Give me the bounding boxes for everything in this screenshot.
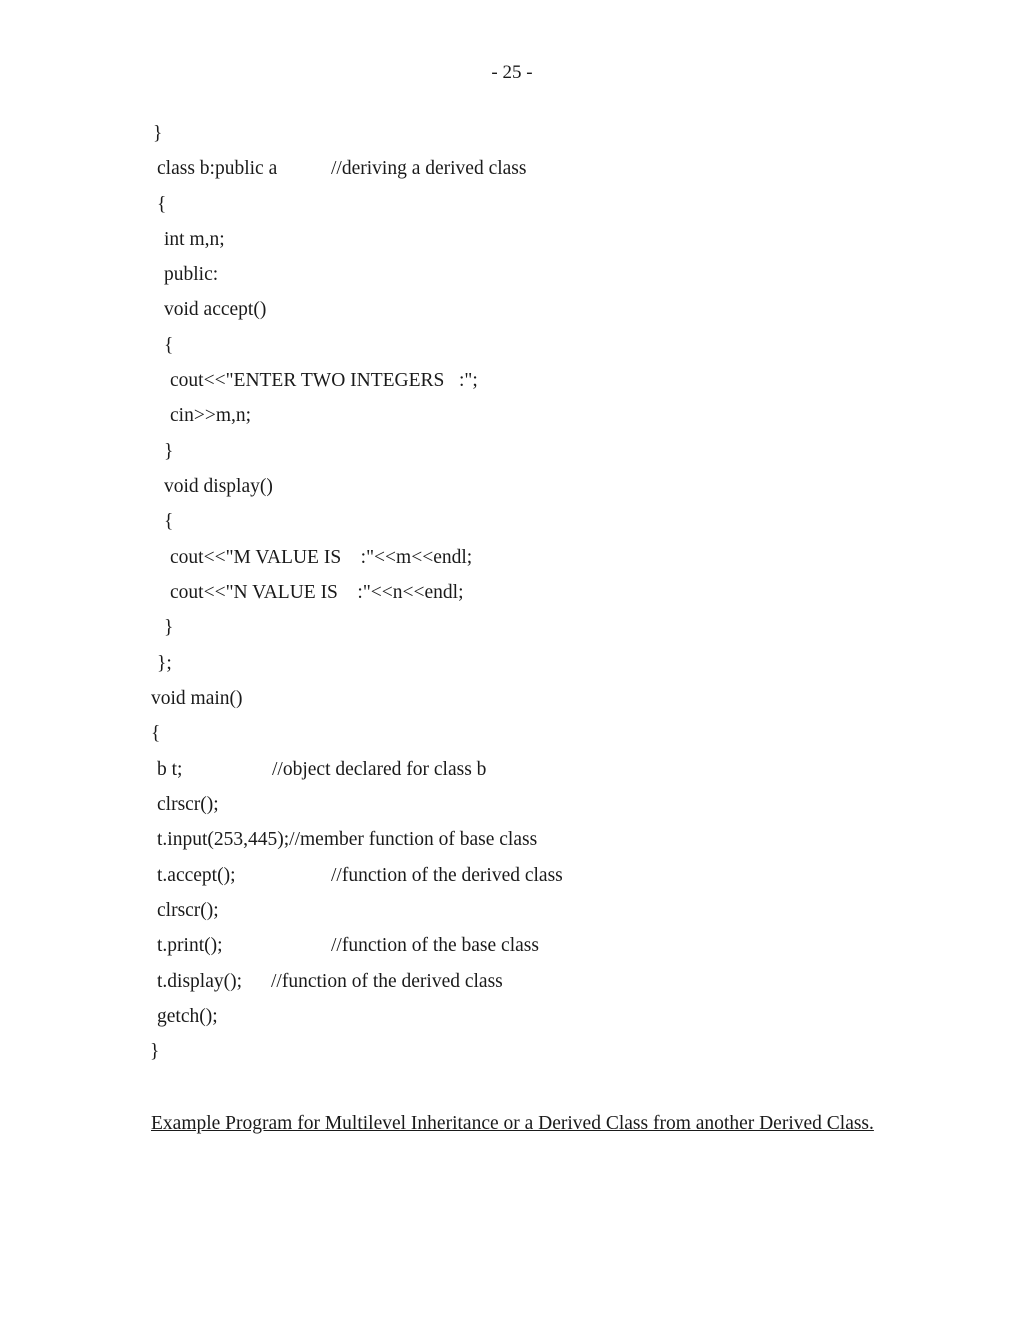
code-text: getch(); <box>157 1006 218 1027</box>
code-text: t.print(); <box>157 935 223 956</box>
code-text: t.display(); <box>157 971 243 992</box>
code-text: { <box>164 511 174 532</box>
code-text: }; <box>157 653 172 674</box>
code-text: } <box>164 441 174 462</box>
code-text: cout<<"M VALUE IS :"<<m<<endl; <box>170 547 473 568</box>
code-text: void display() <box>164 476 273 497</box>
code-text: clrscr(); <box>157 794 219 815</box>
code-text: { <box>164 335 174 356</box>
code-comment: //function of the base class <box>331 935 539 956</box>
code-text: b t; <box>157 759 183 780</box>
code-comment: //object declared for class b <box>272 759 487 780</box>
page-number: - 25 - <box>491 62 533 83</box>
code-text: void main() <box>151 688 243 709</box>
code-text: class b:public a <box>157 158 278 179</box>
code-text: { <box>151 723 161 744</box>
code-text: cin>>m,n; <box>170 405 252 426</box>
section-heading: Example Program for Multilevel Inheritance or a Derived Class from another Derived Class. <box>151 1113 874 1134</box>
code-text: int m,n; <box>164 229 225 250</box>
code-text: t.accept(); <box>157 865 236 886</box>
code-text: public: <box>164 264 219 285</box>
code-comment: //deriving a derived class <box>331 158 527 179</box>
code-text: cout<<"ENTER TWO INTEGERS :"; <box>170 370 478 391</box>
code-text: } <box>164 617 174 638</box>
code-comment: //function of the derived class <box>271 971 503 992</box>
code-text: { <box>157 194 167 215</box>
code-text: t.input(253,445);//member function of base class <box>157 829 538 850</box>
code-text: void accept() <box>164 299 267 320</box>
code-text: } <box>153 123 163 144</box>
code-text: clrscr(); <box>157 900 219 921</box>
code-text: cout<<"N VALUE IS :"<<n<<endl; <box>170 582 464 603</box>
code-text: } <box>150 1041 160 1062</box>
code-comment: //function of the derived class <box>331 865 563 886</box>
